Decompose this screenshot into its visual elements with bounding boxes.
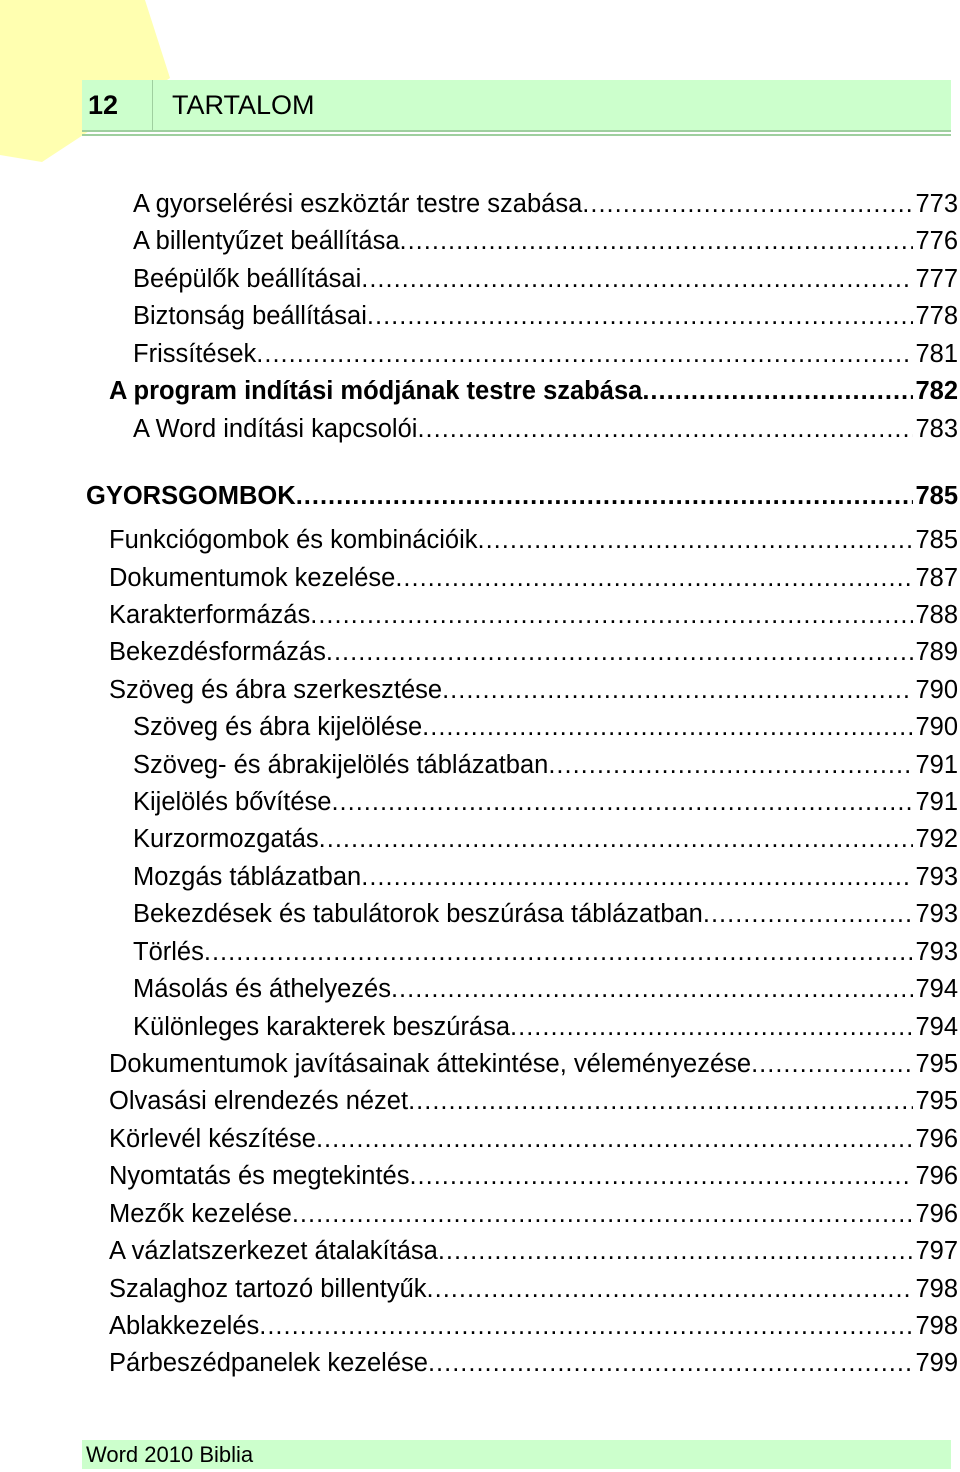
toc-entry-page: 782 [915, 377, 958, 405]
toc-dot-leader [326, 635, 914, 669]
toc-entry[interactable] [133, 972, 958, 1006]
toc-entry-title: Bekezdésformázás [109, 638, 326, 666]
toc-entry-title: GYORSGOMBOK [86, 482, 296, 510]
toc-entry-title: Mezők kezelése [109, 1200, 292, 1228]
toc-dot-leader [361, 860, 913, 894]
toc-entry[interactable] [133, 748, 958, 782]
toc-entry-page: 792 [915, 825, 958, 853]
toc-entry-title: Karakterformázás [109, 601, 311, 629]
toc-entry-title: Körlevél készítése [109, 1125, 316, 1153]
toc-entry[interactable] [133, 822, 958, 856]
toc-dot-leader [361, 262, 913, 296]
toc-entry-page: 777 [915, 265, 958, 293]
chapter-title: TARTALOM [172, 90, 315, 120]
toc-entry-title: Szöveg és ábra kijelölése [133, 713, 423, 741]
toc-dot-leader [292, 1197, 914, 1231]
toc-dot-leader [478, 523, 914, 557]
footer-book-title: Word 2010 Biblia [86, 1442, 254, 1467]
toc-entry-page: 787 [915, 564, 958, 592]
toc-entry-page: 798 [915, 1275, 958, 1303]
toc-dot-leader [510, 1010, 913, 1044]
toc-entry-title: Frissítések [133, 340, 257, 368]
toc-entry-page: 789 [915, 638, 958, 666]
toc-dot-leader [409, 1159, 913, 1193]
toc-dot-leader [400, 224, 914, 258]
toc-entry-page: 796 [915, 1125, 958, 1153]
toc-entry[interactable] [109, 561, 958, 595]
toc-entry[interactable] [109, 598, 958, 632]
toc-entry[interactable] [109, 673, 958, 707]
toc-dot-leader [259, 1309, 913, 1343]
toc-entry-title: Kurzormozgatás [133, 825, 319, 853]
toc-entry[interactable] [133, 337, 958, 371]
toc-entry-title: Ablakkezelés [109, 1312, 260, 1340]
toc-dot-leader [391, 972, 913, 1006]
toc-entry[interactable] [133, 897, 958, 931]
toc-dot-leader [310, 598, 913, 632]
toc-dot-leader [582, 187, 913, 221]
toc-entry-title: Beépülők beállításai [133, 265, 362, 293]
toc-entry[interactable] [133, 187, 958, 221]
toc-entry-title: A gyorselérési eszköztár testre szabása [133, 190, 583, 218]
toc-dot-leader [422, 710, 913, 744]
toc-entry-title: Szalaghoz tartozó billentyűk [109, 1275, 427, 1303]
toc-dot-leader [256, 337, 913, 371]
toc-entry-title: A billentyűzet beállítása [133, 227, 400, 255]
toc-dot-leader [367, 299, 914, 333]
toc-entry[interactable] [133, 860, 958, 894]
toc-entry[interactable] [109, 523, 958, 557]
toc-entry[interactable] [109, 1197, 958, 1231]
toc-entry-title: Bekezdések és tabulátorok beszúrása táblázatban [133, 900, 703, 928]
toc-entry-page: 785 [915, 526, 958, 554]
toc-dot-leader [438, 1234, 914, 1268]
toc-entry-page: 778 [915, 302, 958, 330]
toc-entry-title: Párbeszédpanelek kezelése [109, 1349, 428, 1377]
toc-dot-leader [703, 897, 914, 931]
toc-entry[interactable] [133, 710, 958, 744]
toc-entry-title: Másolás és áthelyezés [133, 975, 391, 1003]
toc-entry[interactable] [133, 262, 958, 296]
toc-entry-title: Nyomtatás és megtekintés [109, 1162, 410, 1190]
toc-entry[interactable] [133, 1010, 958, 1044]
toc-entry-page: 794 [915, 1013, 958, 1041]
toc-entry-page: 796 [915, 1200, 958, 1228]
toc-dot-leader [751, 1047, 913, 1081]
toc-dot-leader [642, 374, 913, 408]
toc-entry[interactable] [109, 635, 958, 669]
toc-entry[interactable] [133, 224, 958, 258]
page-number: 12 [88, 90, 119, 120]
toc-entry[interactable] [133, 412, 958, 446]
toc-entry-page: 781 [915, 340, 958, 368]
toc-entry-page: 791 [915, 751, 958, 779]
toc-entry-title: Dokumentumok kezelése [109, 564, 396, 592]
toc-entry[interactable] [86, 479, 958, 513]
toc-entry-title: Biztonság beállításai [133, 302, 367, 330]
toc-entry[interactable] [133, 299, 958, 333]
toc-entry-page: 776 [915, 227, 958, 255]
toc-dot-leader [408, 1084, 913, 1118]
toc-entry-page: 791 [915, 788, 958, 816]
toc-entry-title: Olvasási elrendezés nézet [109, 1087, 409, 1115]
toc-entry-page: 799 [915, 1349, 958, 1377]
toc-entry[interactable] [109, 1346, 958, 1380]
toc-entry-title: A vázlatszerkezet átalakítása [109, 1237, 438, 1265]
toc-entry-page: 795 [915, 1050, 958, 1078]
toc-entry-page: 785 [915, 482, 958, 510]
toc-dot-leader [417, 412, 913, 446]
toc-entry[interactable] [109, 374, 958, 408]
toc-entry-title: Funkciógombok és kombinációik [109, 526, 478, 554]
toc-dot-leader [427, 1272, 914, 1306]
toc-dot-leader [331, 785, 913, 819]
toc-entry-page: 796 [915, 1162, 958, 1190]
toc-entry-title: Mozgás táblázatban [133, 863, 362, 891]
toc-entry[interactable] [109, 1272, 958, 1306]
toc-entry-page: 794 [915, 975, 958, 1003]
toc-entry-page: 798 [915, 1312, 958, 1340]
toc-entry-page: 790 [915, 676, 958, 704]
toc-entry-page: 795 [915, 1087, 958, 1115]
toc-entry-page: 783 [915, 415, 958, 443]
toc-entry[interactable] [109, 1309, 958, 1343]
toc-entry-page: 793 [915, 900, 958, 928]
toc-entry-page: 793 [915, 863, 958, 891]
toc-entry[interactable] [109, 1234, 958, 1268]
toc-entry-title: Szöveg és ábra szerkesztése [109, 676, 443, 704]
toc-entry[interactable] [109, 1122, 958, 1156]
toc-entry-page: 788 [915, 601, 958, 629]
toc-entry-title: A Word indítási kapcsolói [133, 415, 418, 443]
toc-entry-page: 773 [915, 190, 958, 218]
toc-dot-leader [204, 935, 914, 969]
toc-entry-page: 790 [915, 713, 958, 741]
page-footer [82, 1440, 951, 1469]
toc-entry[interactable] [109, 1047, 958, 1081]
toc-entry[interactable] [133, 935, 958, 969]
toc-entry-title: Dokumentumok javításainak áttekintése, véleményezése [109, 1050, 752, 1078]
toc-entry-title: Különleges karakterek beszúrása [133, 1013, 511, 1041]
toc-entry-title: A program indítási módjának testre szabása [109, 377, 643, 405]
toc-dot-leader [296, 479, 914, 513]
toc-dot-leader [548, 748, 913, 782]
toc-entry-page: 797 [915, 1237, 958, 1265]
toc-entry[interactable] [109, 1084, 958, 1118]
toc-entry-title: Kijelölés bővítése [133, 788, 332, 816]
toc-entry-title: Szöveg- és ábrakijelölés táblázatban [133, 751, 549, 779]
toc-entry-page: 793 [915, 938, 958, 966]
toc-entry[interactable] [109, 1159, 958, 1193]
toc-dot-leader [395, 561, 913, 595]
toc-dot-leader [428, 1346, 913, 1380]
toc-dot-leader [316, 1122, 914, 1156]
toc-dot-leader [442, 673, 913, 707]
toc-entry[interactable] [133, 785, 958, 819]
toc-dot-leader [319, 822, 914, 856]
toc-entry-title: Törlés [133, 938, 204, 966]
